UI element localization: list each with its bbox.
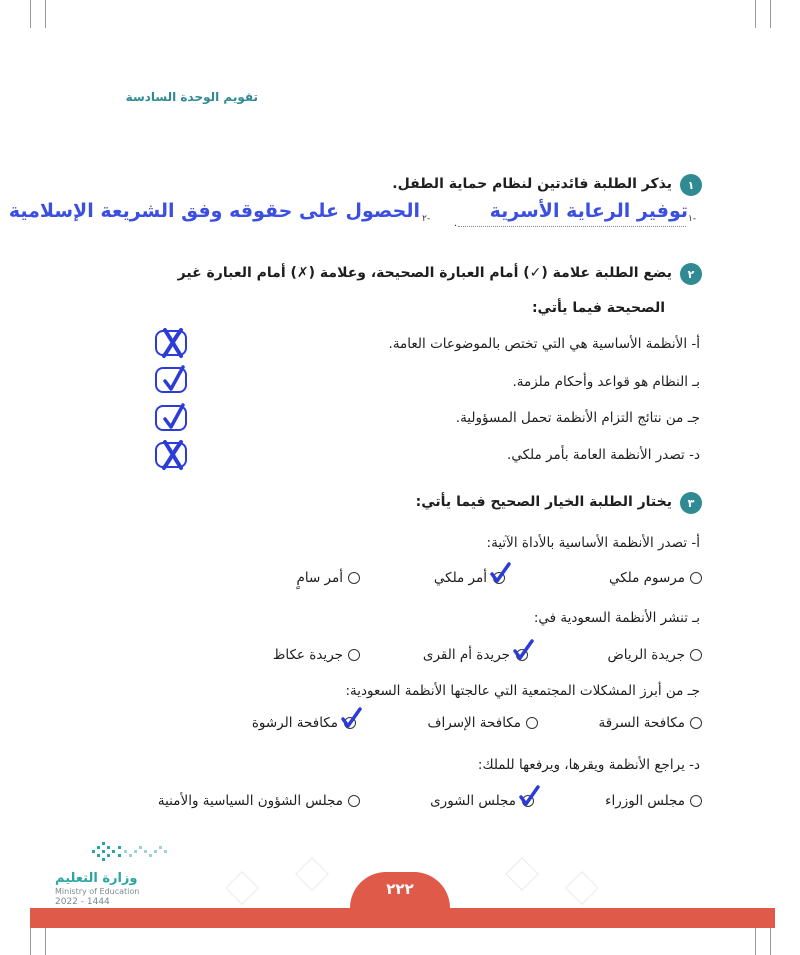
radio-icon	[526, 717, 538, 729]
question-2-text-line1: يضع الطلبة علامة (✓) أمام العبارة الصحيحة، وعلامة (✗) أمام العبارة غير	[177, 265, 672, 281]
q3b-stem: بـ تنشر الأنظمة السعودية في:	[533, 610, 700, 626]
answer-box-c[interactable]	[155, 405, 187, 431]
decorative-diamond	[565, 871, 599, 905]
radio-icon	[348, 649, 360, 661]
q3a-option-3[interactable]: أمر سامٍ	[296, 570, 360, 586]
q3b-option-3[interactable]: جريدة عكاظ	[273, 647, 360, 663]
question-2-text-line2: الصحيحة فيما يأتي:	[531, 300, 665, 316]
crop-mark	[755, 0, 756, 28]
check-mark-icon	[159, 401, 187, 435]
statement-a: أ- الأنظمة الأساسية هي التي تختص بالموضوعات العامة.	[388, 336, 700, 352]
statement-d: د- تصدر الأنظمة العامة بأمر ملكي.	[507, 447, 700, 463]
radio-icon	[690, 717, 702, 729]
q3c-stem: جـ من أبرز المشكلات المجتمعية التي عالجتها الأنظمة السعودية:	[345, 683, 700, 699]
footer-bar	[30, 908, 775, 928]
check-mark-icon	[518, 785, 540, 807]
x-mark-icon	[159, 326, 187, 360]
radio-icon	[348, 572, 360, 584]
q3d-option-3[interactable]: مجلس الشؤون السياسية والأمنية	[158, 793, 360, 809]
q3c-option-3[interactable]: مكافحة الرشوة	[252, 715, 357, 731]
crop-mark	[770, 0, 771, 28]
answer-box-a[interactable]	[155, 330, 187, 356]
check-mark-icon	[159, 363, 187, 397]
answer-2-handwritten: الحصول على حقوقه وفق الشريعة الإسلامية	[8, 200, 420, 222]
decorative-diamond	[505, 857, 539, 891]
answer-box-b[interactable]	[155, 367, 187, 393]
ministry-logo-icon	[92, 840, 170, 866]
decorative-diamond	[295, 857, 329, 891]
question-3-number: ٣	[680, 492, 702, 514]
check-mark-icon	[512, 639, 534, 661]
question-3-text: يختار الطلبة الخيار الصحيح فيما يأتي:	[415, 494, 672, 510]
selected-radio	[515, 648, 529, 662]
crop-mark	[770, 928, 771, 955]
selected-radio	[492, 571, 506, 585]
q3b-option-1[interactable]: جريدة الرياض	[607, 647, 702, 663]
crop-mark	[45, 928, 46, 955]
q3d-stem: د- يراجع الأنظمة ويقرها، ويرفعها للملك:	[477, 757, 700, 773]
radio-icon	[690, 649, 702, 661]
question-1-number: ١	[680, 174, 702, 196]
selected-radio	[521, 794, 535, 808]
statement-b: بـ النظام هو قواعد وأحكام ملزمة.	[512, 374, 700, 390]
q3c-option-1[interactable]: مكافحة السرقة	[598, 715, 702, 731]
q3d-option-1[interactable]: مجلس الوزراء	[605, 793, 702, 809]
statement-c: جـ من نتائج التزام الأنظمة تحمل المسؤولية.	[455, 410, 700, 426]
answer-1-handwritten: توفير الرعاية الأسرية	[489, 200, 688, 222]
q3c-option-2[interactable]: مكافحة الإسراف	[428, 715, 538, 731]
radio-icon	[690, 572, 702, 584]
ministry-name-en: Ministry of Education	[55, 887, 140, 896]
q3a-option-1[interactable]: مرسوم ملكي	[609, 570, 702, 586]
crop-mark	[755, 928, 756, 955]
x-mark-icon	[159, 438, 187, 472]
q3a-stem: أ- تصدر الأنظمة الأساسية بالأداة الآتية:	[486, 535, 700, 551]
answer-2-number: ٢-	[422, 214, 431, 224]
crop-mark	[30, 928, 31, 955]
answer-1-line	[458, 225, 686, 227]
check-mark-icon	[489, 562, 511, 584]
crop-mark	[30, 0, 31, 28]
decorative-diamond	[225, 871, 259, 905]
answer-separator: .	[454, 218, 458, 229]
ministry-name-ar: وزارة التعليم	[55, 871, 138, 886]
page-number: ٢٢٢	[386, 880, 414, 898]
check-mark-icon	[340, 707, 362, 729]
radio-icon	[348, 795, 360, 807]
edition-year: 2022 - 1444	[55, 897, 110, 907]
selected-radio	[343, 716, 357, 730]
crop-mark	[45, 0, 46, 28]
unit-title: تقويم الوحدة السادسة	[125, 90, 258, 104]
question-1-text: يذكر الطلبة فائدتين لنظام حماية الطفل.	[392, 176, 672, 192]
answer-1-number: ١-	[688, 214, 697, 224]
q3a-option-2[interactable]: أمر ملكي	[434, 570, 506, 586]
q3b-option-2[interactable]: جريدة أم القرى	[423, 647, 529, 663]
question-2-number: ٢	[680, 263, 702, 285]
radio-icon	[690, 795, 702, 807]
q3d-option-2[interactable]: مجلس الشورى	[430, 793, 535, 809]
answer-box-d[interactable]	[155, 442, 187, 468]
